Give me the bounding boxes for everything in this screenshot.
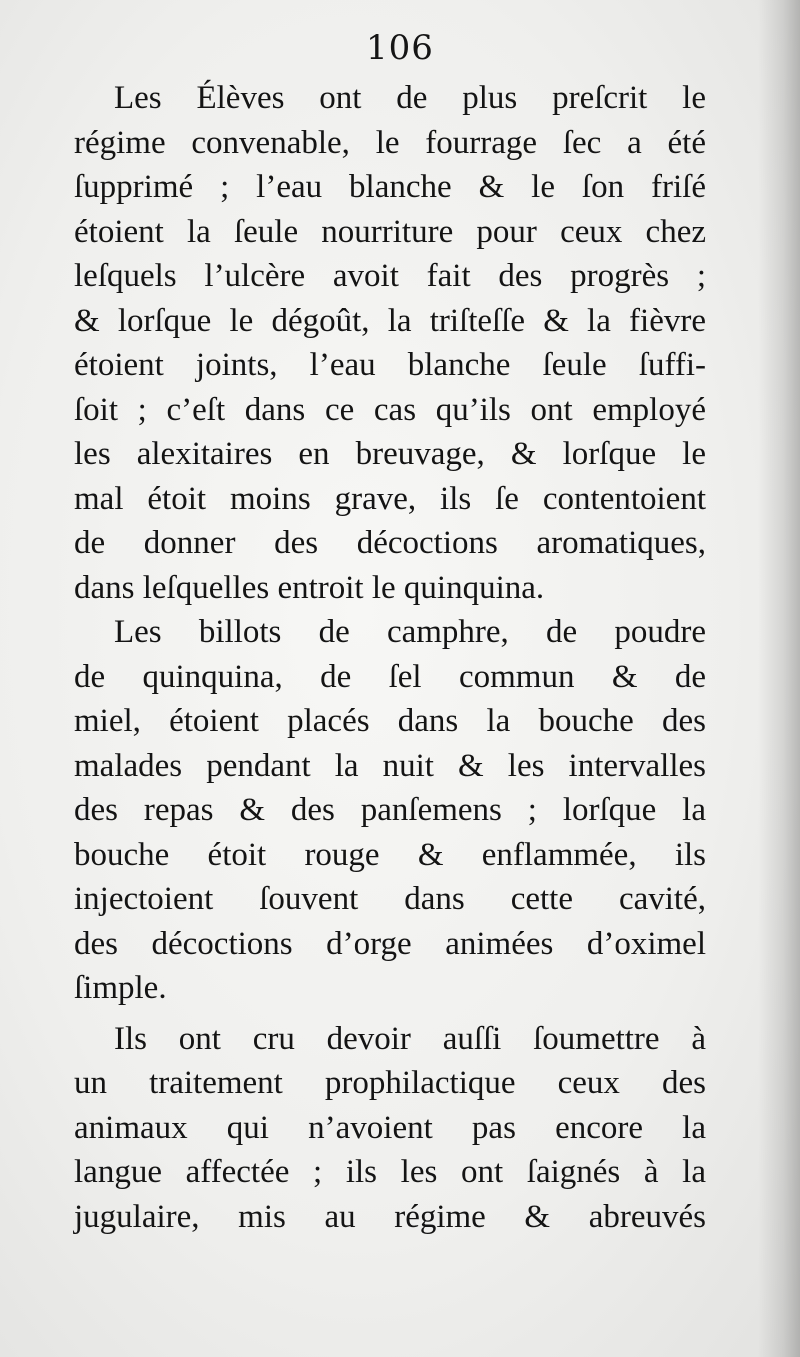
- text-line: leſquels l’ulcère avoit fait des progrès ;: [74, 258, 706, 294]
- text-line: de quinquina, de ſel commun & de: [74, 658, 706, 695]
- text-line: & lorſque le dégoût, la triſteſſe & la fièvre: [74, 302, 706, 339]
- text-line: injectoient ſouvent dans cette cavité,: [74, 881, 706, 917]
- text-line: un traitement prophilactique ceux des: [74, 1065, 706, 1101]
- text-line: animaux qui n’avoient pas encore la: [74, 1109, 706, 1146]
- text-line: ſupprimé ; l’eau blanche & le ſon friſé: [74, 169, 706, 205]
- page-number: 106: [366, 28, 434, 68]
- text-line: jugulaire, mis au régime & abreuvés: [74, 1198, 706, 1235]
- text-line: bouche étoit rouge & enflammée, ils: [74, 836, 706, 873]
- text-line: miel, étoient placés dans la bouche des: [74, 703, 706, 739]
- text-line: Ils ont cru devoir auſſi ſoumettre à: [114, 1020, 706, 1057]
- paragraph-3: [74, 1017, 706, 1240]
- text-line: régime convenable, le fourrage ſec a été: [74, 124, 706, 161]
- text-line: Les Élèves ont de plus preſcrit le: [114, 80, 706, 116]
- text-line: étoient la ſeule nourriture pour ceux chez: [74, 213, 706, 250]
- text-line: de donner des décoctions aromatiques,: [74, 525, 706, 561]
- text-line: Les billots de camphre, de poudre: [114, 614, 706, 650]
- text-line: des repas & des panſemens ; lorſque la: [74, 792, 706, 828]
- page-gutter-shadow: [758, 0, 800, 1357]
- text-line: ſoit ; c’eſt dans ce cas qu’ils ont employé: [74, 391, 706, 428]
- text-line: mal étoit moins grave, ils ſe contentoient: [74, 480, 706, 517]
- text-line: langue affectée ; ils les ont ſaignés à la: [74, 1154, 706, 1190]
- paragraph-1: [74, 76, 706, 610]
- text-line: les alexitaires en breuvage, & lorſque le: [74, 436, 706, 472]
- paragraph-2: [74, 610, 706, 1011]
- text-line: ſimple.: [74, 970, 167, 1006]
- text-line: des décoctions d’orge animées d’oximel: [74, 925, 706, 962]
- text-line: malades pendant la nuit & les intervalles: [74, 747, 706, 784]
- body-text: [74, 76, 706, 1239]
- text-line: étoient joints, l’eau blanche ſeule ſuffi-: [74, 347, 706, 383]
- text-line: dans leſquelles entroit le quinquina.: [74, 569, 545, 606]
